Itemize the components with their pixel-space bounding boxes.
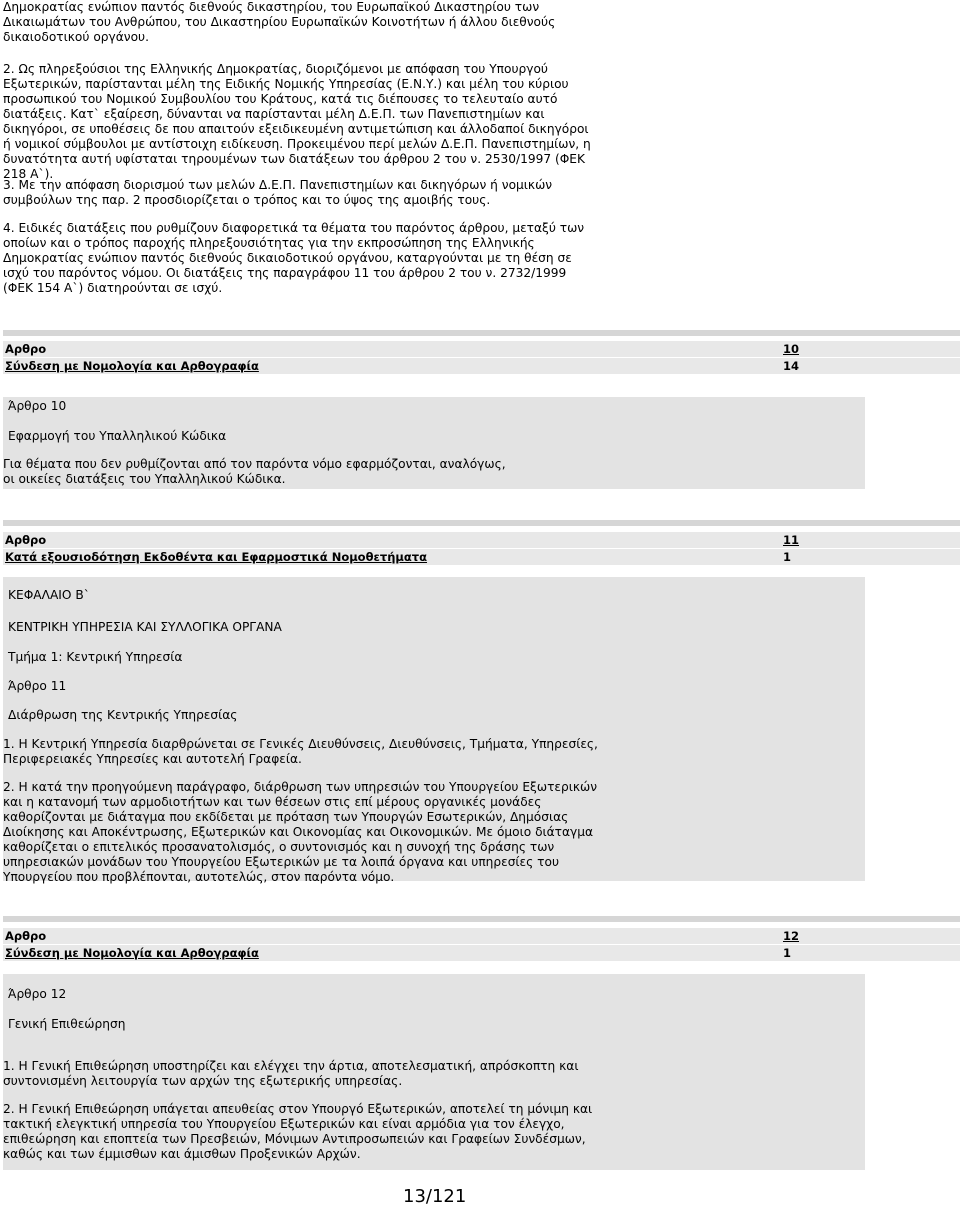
case-law-count: 1 bbox=[783, 946, 792, 960]
article-paragraph-1: 1. Η Γενική Επιθεώρηση υποστηρίζει και ελέγχει την άρτια, αποτελεσματική, απρόσκοπτη και συντονισμένη λειτουργία των αρχών της εξωτερικής υπηρεσίας. bbox=[3, 1059, 579, 1088]
article-body bbox=[3, 974, 865, 1170]
article-divider bbox=[3, 520, 960, 526]
links-row bbox=[3, 358, 960, 374]
article-paragraph-1: 1. Η Κεντρική Υπηρεσία διαρθρώνεται σε Γενικές Διευθύνσεις, Διευθύνσεις, Τμήματα, Υπηρεσίες, Περιφερειακές Υπηρεσίες και αυτοτελή Γραφεία. bbox=[3, 737, 598, 766]
page-number: 13/121 bbox=[403, 1186, 467, 1207]
article-title: Άρθρο 11 bbox=[8, 679, 67, 693]
article-number-row bbox=[3, 928, 960, 944]
article-heading: Γενική Επιθεώρηση bbox=[8, 1017, 126, 1031]
article-label: Αρθρο bbox=[5, 533, 47, 547]
article-body bbox=[3, 577, 865, 884]
article-header bbox=[3, 341, 960, 374]
article-text: Για θέματα που δεν ρυθμίζονται από τον παρόντα νόμο εφαρμόζονται, αναλόγως, οι οικείες διατάξεις του Υπαλληλικού Κώδικα. bbox=[3, 457, 506, 486]
article-divider bbox=[3, 916, 960, 922]
article-title: Άρθρο 10 bbox=[8, 399, 67, 413]
paragraph-3: 3. Με την απόφαση διορισμού των μελών Δ.Ε.Π. Πανεπιστημίων και δικηγόρων ή νομικών συμβούλων της παρ. 2 προσδιορίζεται ο τρόπος και το ύψος της αμοιβής τους. bbox=[3, 178, 553, 207]
article-title: Άρθρο 12 bbox=[8, 987, 67, 1001]
delegated-acts-link[interactable]: Κατά εξουσιοδότηση Εκδοθέντα και Εφαρμοστικά Νομοθετήματα bbox=[5, 550, 428, 564]
article-header bbox=[3, 532, 960, 565]
article-divider bbox=[3, 330, 960, 336]
article-body bbox=[3, 397, 865, 489]
article-heading: Εφαρμογή του Υπαλληλικού Κώδικα bbox=[8, 429, 227, 443]
article-paragraph-2: 2. Η κατά την προηγούμενη παράγραφο, διάρθρωση των υπηρεσιών του Υπουργείου Εξωτερικών και η κατανομή των αρμοδιοτήτων και των θέσεων στις επί μέρους οργανικές μονάδες καθορίζονται με διάταγμα που εκδίδεται με πρόταση των Υπουργών Εσωτερικών, Δημόσιας Διοίκησης και Αποκέντρωσης, Εξωτερικών και Οικονομίας και Οικονομικών. Με όμοιο διάταγμα καθορίζεται ο επιτελικός προσανατολισμός, ο συντονισμός και η συνοχή της δράσης των υπηρεσιακών μονάδων του Υπουργείου Εξωτερικών με τα λοιπά όργανα και υπηρεσίες του Υπουργείου που προβλέπονται, αυτοτελώς, στον παρόντα νόμο. bbox=[3, 780, 598, 884]
paragraph-4: 4. Ειδικές διατάξεις που ρυθμίζουν διαφορετικά τα θέματα του παρόντος άρθρου, μεταξύ των οποίων και ο τρόπος παροχής πληρεξουσιότητας για την εκπροσώπηση της Ελληνικής Δημοκρατίας ενώπιον παντός διεθνούς δικαιοδοτικού οργάνου, καταργούνται με τη θέση σε ισχύ του παρόντος νόμου. Οι διατάξεις της παραγράφου 11 του άρθρου 2 του ν. 2732/1999 (ΦΕΚ 154 Α`) διατηρούνται σε ισχύ. bbox=[3, 221, 585, 295]
paragraph-1: Δημοκρατίας ενώπιον παντός διεθνούς δικαστηρίου, του Ευρωπαϊκού Δικαστηρίου των Δικαιωμάτων του Ανθρώπου, του Δικαστηρίου Ευρωπαϊκών Κοινοτήτων ή άλλου διεθνούς δικαιοδοτικού οργάνου. bbox=[3, 0, 556, 44]
case-law-count: 14 bbox=[783, 359, 800, 373]
article-number-row bbox=[3, 341, 960, 357]
article-label: Αρθρο bbox=[5, 929, 47, 943]
article-number-link[interactable]: 10 bbox=[783, 342, 800, 356]
case-law-link[interactable]: Σύνδεση με Νομολογία και Αρθογραφία bbox=[5, 359, 259, 373]
article-number-link[interactable]: 11 bbox=[783, 533, 800, 547]
delegated-acts-count: 1 bbox=[783, 550, 792, 564]
chapter-title: ΚΕΦΑΛΑΙΟ Β` bbox=[8, 588, 90, 602]
article-label: Αρθρο bbox=[5, 342, 47, 356]
article-number-row bbox=[3, 532, 960, 548]
links-row bbox=[3, 945, 960, 961]
links-row bbox=[3, 549, 960, 565]
section-title: Τμήμα 1: Κεντρική Υπηρεσία bbox=[8, 650, 183, 664]
paragraph-2: 2. Ως πληρεξούσιοι της Ελληνικής Δημοκρατίας, διοριζόμενοι με απόφαση του Υπουργού Εξωτερικών, παρίστανται μέλη της Ειδικής Νομικής Υπηρεσίας (Ε.Ν.Υ.) και μέλη του κύριου προσωπικού του Νομικού Συμβουλίου του Κράτους, κατά τις διέπουσες το τελευταίο αυτό διατάξεις. Κατ` εξαίρεση, δύνανται να παρίστανται μέλη Δ.Ε.Π. των Πανεπιστημίων και δικηγόροι, σε υποθέσεις δε που απαιτούν εξειδικευμένη αντιμετώπιση και άλλοδαποί δικηγόροι ή νομικοί σύμβουλοι με αντίστοιχη ειδίκευση. Προκειμένου περί μελών Δ.Ε.Π. Πανεπιστημίων, η δυνατότητα αυτή υφίσταται τηρουμένων των διατάξεων του άρθρου 2 του ν. 2530/1997 (ΦΕΚ 218 Α`). bbox=[3, 62, 591, 181]
article-paragraph-2: 2. Η Γενική Επιθεώρηση υπάγεται απευθείας στον Υπουργό Εξωτερικών, αποτελεί τη μόνιμη και τακτική ελεγκτική υπηρεσία του Υπουργείου Εξωτερικών και είναι αρμόδια για τον έλεγχο, επιθεώρηση και εποπτεία των Πρεσβειών, Μόνιμων Αντιπροσωπειών και Γραφείων Συνδέσμων, καθώς και των έμμισθων και άμισθων Προξενικών Αρχών. bbox=[3, 1102, 593, 1161]
article-heading: Διάρθρωση της Κεντρικής Υπηρεσίας bbox=[8, 708, 238, 722]
article-header bbox=[3, 928, 960, 961]
case-law-link[interactable]: Σύνδεση με Νομολογία και Αρθογραφία bbox=[5, 946, 259, 960]
article-number-link[interactable]: 12 bbox=[783, 929, 800, 943]
chapter-subtitle: ΚΕΝΤΡΙΚΗ ΥΠΗΡΕΣΙΑ ΚΑΙ ΣΥΛΛΟΓΙΚΑ ΟΡΓΑΝΑ bbox=[8, 620, 282, 634]
